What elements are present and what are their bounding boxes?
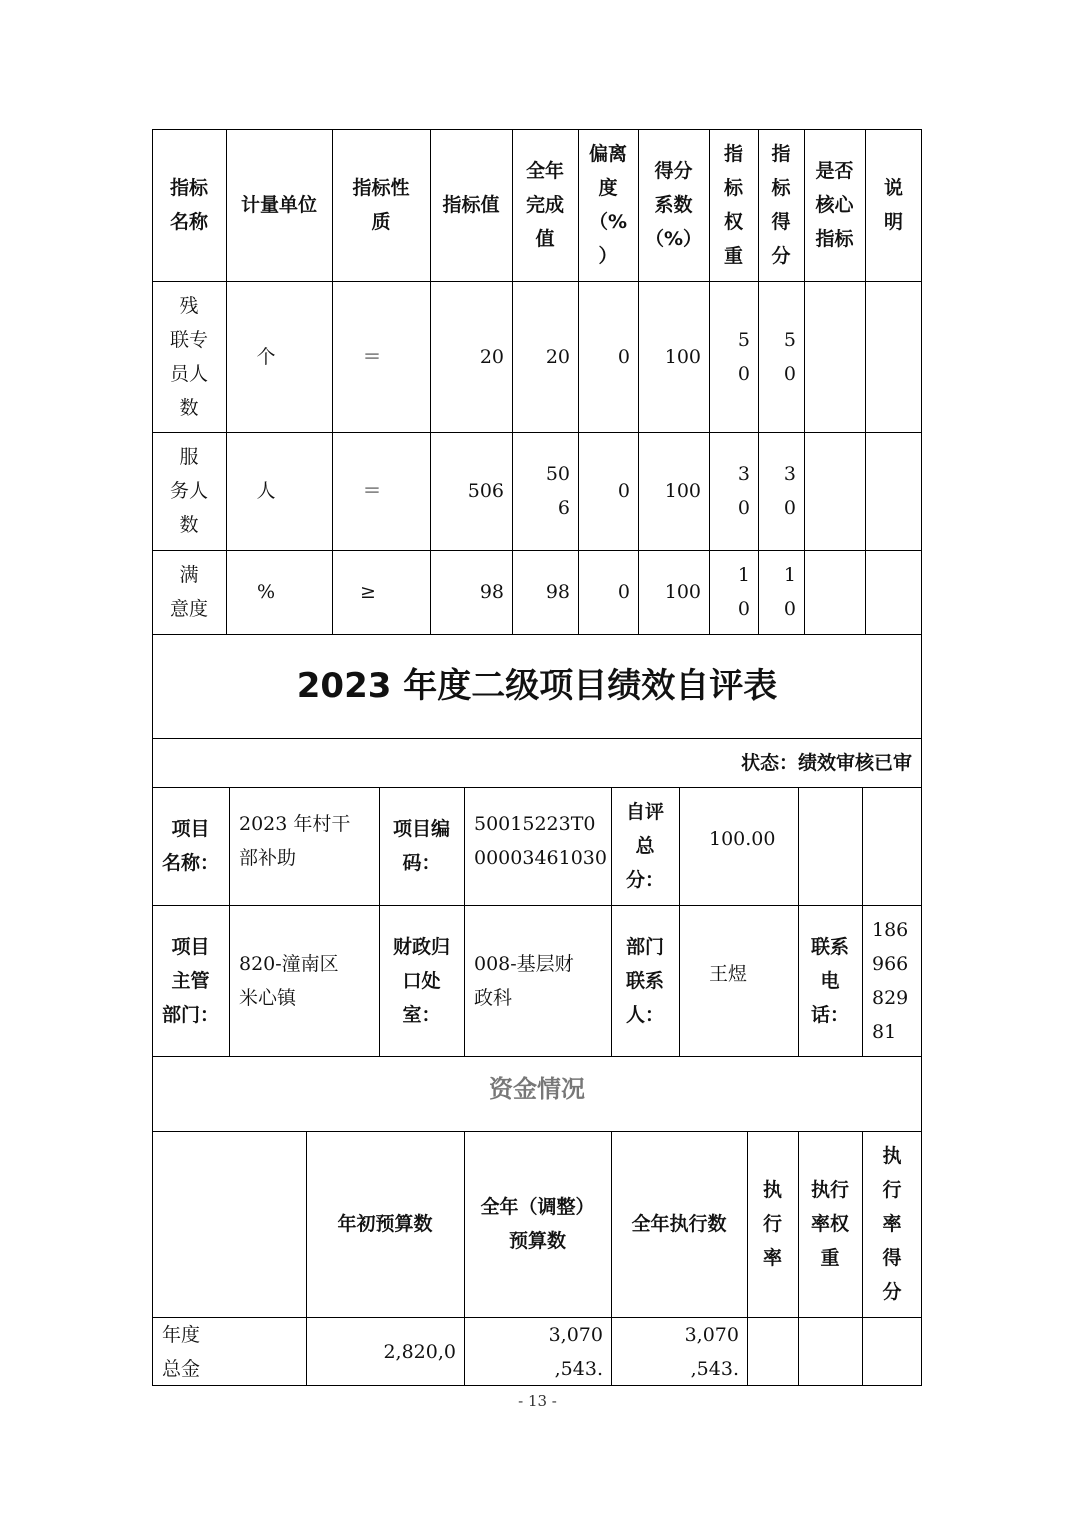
- page-number: - 13 -: [518, 1392, 557, 1410]
- header-note: 说 明: [883, 177, 903, 233]
- header-target: 指标值: [442, 194, 500, 216]
- contact-label: 部门 联系 人：: [625, 935, 664, 1026]
- phone-label: 联系 电 话：: [810, 935, 849, 1026]
- self-score-value: 100.00: [709, 828, 776, 850]
- row3-core: [804, 550, 865, 634]
- row1-note: [865, 281, 922, 432]
- row1-core: [804, 281, 865, 432]
- header-deviation: 偏离 度 （% ）: [588, 143, 628, 267]
- header-core: 是否 核心 指标: [815, 160, 854, 250]
- row3-target: 98: [479, 581, 504, 603]
- funds-section-title: 资金情况: [489, 1075, 585, 1103]
- funds-row-adjusted: 3,070 ,543.: [548, 1323, 603, 1380]
- header-executed: 全年执行数: [631, 1213, 727, 1235]
- header-exec-rate-score: 执 行 率 得 分: [882, 1145, 902, 1303]
- row2-score: 3 0: [783, 463, 796, 519]
- row2-nature: ＝: [362, 480, 382, 502]
- contact-value: 王煜: [709, 963, 748, 985]
- row3-unit: %: [256, 581, 276, 603]
- header-exec-rate-weight: 执行 率权 重: [810, 1179, 849, 1269]
- row1-unit: 个: [256, 345, 276, 368]
- project-name-label: 项目 名称：: [161, 818, 219, 874]
- phone-value: 186 966 829 81: [872, 918, 909, 1043]
- header-coef: 得分 系数 （%）: [644, 160, 703, 250]
- finance-office-label: 财政归 口处 室：: [392, 935, 450, 1026]
- row1-actual: 20: [545, 345, 570, 368]
- row1-coef: 100: [664, 345, 701, 368]
- row1-target: 20: [479, 345, 504, 368]
- row1-nature: ＝: [362, 345, 382, 368]
- row2-unit: 人: [256, 480, 276, 502]
- row2-target: 506: [467, 480, 504, 502]
- header-exec-rate: 执 行 率: [762, 1179, 782, 1269]
- finance-office-value: 008-基层财 政科: [474, 952, 574, 1009]
- row1-deviation: 0: [617, 345, 630, 368]
- row3-actual: 98: [545, 581, 570, 603]
- row1-score: 5 0: [783, 328, 796, 385]
- row2-coef: 100: [664, 480, 701, 502]
- row2-weight: 3 0: [737, 463, 750, 519]
- status-text: 状态：绩效审核已审: [740, 751, 912, 774]
- dept-label: 项目 主管 部门：: [161, 935, 219, 1026]
- header-indicator-name: 指标 名称: [169, 177, 208, 233]
- funds-row-executed: 3,070 ,543.: [684, 1323, 739, 1380]
- row3-score: 1 0: [783, 564, 796, 620]
- project-name-value: 2023 年村干 部补助: [239, 813, 351, 869]
- project-code-value: 50015223T0 00003461030: [474, 813, 607, 869]
- row3-weight: 1 0: [737, 564, 750, 620]
- self-score-label: 自评 总 分：: [625, 801, 664, 891]
- row3-name: 满 意度: [169, 564, 208, 620]
- row2-deviation: 0: [617, 480, 630, 502]
- row2-note: [865, 432, 922, 550]
- funds-row-label: 年度 总金: [162, 1323, 201, 1380]
- row3-nature: ≥: [360, 581, 376, 603]
- funds-row-initial: 2,820,0: [383, 1340, 456, 1363]
- row3-deviation: 0: [617, 581, 630, 603]
- row2-name: 服 务人 数: [169, 446, 208, 536]
- project-code-label: 项目编 码：: [392, 818, 450, 874]
- header-nature: 指标性 质: [352, 177, 410, 233]
- row2-actual: 50 6: [545, 463, 570, 519]
- row3-note: [865, 550, 922, 634]
- header-adjusted-budget: 全年（调整） 预算数: [480, 1196, 595, 1252]
- header-unit: 计量单位: [240, 194, 317, 216]
- row3-coef: 100: [664, 581, 701, 603]
- header-score: 指 标 得 分: [771, 143, 791, 267]
- row2-core: [804, 432, 865, 550]
- header-actual: 全年 完成 值: [525, 160, 564, 250]
- row1-name: 残 联专 员人 数: [169, 294, 208, 419]
- dept-value: 820-潼南区 米心镇: [239, 952, 339, 1009]
- row1-weight: 5 0: [737, 328, 750, 385]
- header-weight: 指 标 权 重: [723, 143, 743, 267]
- page-title: 2023 年度二级项目绩效自评表: [296, 666, 778, 706]
- header-initial-budget: 年初预算数: [337, 1213, 433, 1235]
